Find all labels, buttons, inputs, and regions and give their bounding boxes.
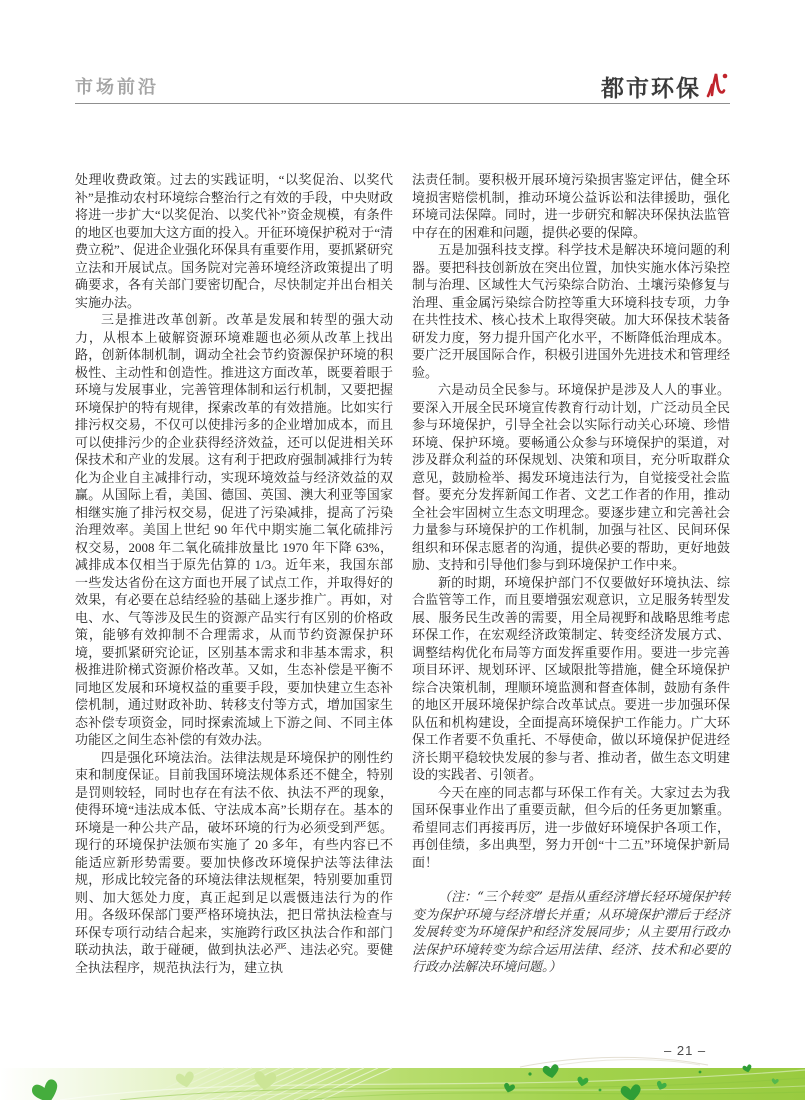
- brand-seal-icon: [704, 70, 730, 100]
- section-label: 市场前沿: [75, 77, 159, 97]
- paragraph: 新的时期，环境保护部门不仅要做好环境执法、综合监管等工作，而且要增强宏观意识，立足服务转型发展、服务民生改善的需要，用全局视野和战略思维考虑环保工作，在宏观经济政策制定、转变经济发展方式、调整结构优化布局等方面发挥重要作用。要进一步完善项目环评、规划环评、区域限批等措施，健全环境保护综合决策机制，理顺环境监测和督查体制，鼓励有条件的地区开展环境保护综合改革试点。要进一步加强环保队伍和机构建设，全面提高环境保护工作能力。广大环保工作者要不负重托、不辱使命，做以环境保护促进经济长期平稳较快发展的参与者、推动者，做生态文明建设的实践者、引领者。: [412, 574, 730, 782]
- paragraph: 三是推进改革创新。改革是发展和转型的强大动力，从根本上破解资源环境难题也必须从改革上找出路，创新体制机制，调动全社会节约资源保护环境的积极性、主动性和创造性。推进这方面改革，既要着眼于环境与发展事业，完善管理体制和运行机制，又要把握环境保护的特有规律，探索改革的有效措施。比如实行排污权交易，不仅可以使排污多的企业增加成本，而且可以使排污少的企业获得经济效益，还可以促进相关环保技术和产业的发展。这有利于把政府强制减排行为转化为企业自主减排行动，实现环境效益与经济效益的双赢。从国际上看，美国、德国、英国、澳大利亚等国家相继实施了排污权交易，促进了污染减排，提高了污染治理效率。美国上世纪 90 年代中期实施二氧化硫排污权交易，2008 年二氧化硫排放量比 1970 年下降 63%，减排成本仅相当于原先估算的 1/3。近年来，我国东部一些发达省份在这方面也开展了试点工作，并取得好的效果，有必要在总结经验的基础上逐步推广。再如，对电、水、气等涉及民生的资源产品实行有区别的价格政策，能够有效抑制不合理需求，从而节约资源保护环境，要抓紧研究论证，区别基本需求和非基本需求，积极推进阶梯式资源价格改革。又如，生态补偿是平衡不同地区发展和环境权益的重要手段，要加快建立生态补偿机制，通过财政补助、转移支付等方式，增加国家生态补偿专项资金，同时探索流域上下游之间、不同主体功能区之间生态补偿的有效办法。: [75, 312, 393, 747]
- page-header: [75, 68, 730, 102]
- brand-name: 都市环保: [601, 75, 701, 101]
- paragraph: 四是强化环境法治。法律法规是环境保护的刚性约束和制度保证。目前我国环境法规体系还不健全，特别是罚则较轻，同时也存在有法不依、执法不严的现象，使得环境“违法成本低、守法成本高”长期存在。基本的环境是一种公共产品，破坏环境的行为必须受到严惩。现行的环境保护法颁布实施了 20 多年，有些内容已不能适应新形势需要。要加快修改环境保护法等法律法规，形成比较完备的环境法律法规框架，特别要加重罚则、加大惩处力度，真正起到足以震慑违法行为的作用。各级环保部门要严格环境执法，把日常执法检查与环保专项行动结合起来，实施跨行政区执法合作和部门联动执法，敢于碰硬，做到执法必严、违法必究。要健全执法程序，规范执法行为，建立执: [75, 749, 393, 975]
- editors-note: （注：“三个转变” 是指从重经济增长轻环境保护转变为保护环境与经济增长并重；从环境保护滞后于经济发展转变为环境保护和经济发展同步；从主要用行政办法保护环境转变为综合运用法律、经济、技术和必要的行政办法解决环境问题。）: [412, 890, 730, 975]
- page-number: – 21 –: [664, 1043, 707, 1058]
- article-left-column: [75, 171, 393, 976]
- paragraph: 处理收费政策。过去的实践证明，“以奖促治、以奖代补”是推动农村环境综合整治行之有效的手段，中央财政将进一步扩大“以奖促治、以奖代补”资金规模，有条件的地区也要加大这方面的投入。开征环境保护税对于“清费立税”、促进企业强化环保具有重要作用，要抓紧研究立法和开展试点。国务院对完善环境经济政策提出了明确要求，各有关部门要密切配合，尽快制定并出台相关实施办法。: [75, 172, 393, 310]
- header-divider: [75, 103, 730, 104]
- brand-logo: [601, 70, 730, 102]
- paragraph: 今天在座的同志都与环保工作有关。大家过去为我国环保事业作出了重要贡献，但今后的任务更加繁重。希望同志们再接再厉，进一步做好环境保护各项工作，再创佳绩，多出典型，努力开创“十二五”环境保护新局面！: [412, 784, 730, 870]
- paragraph: 五是加强科技支撑。科学技术是解决环境问题的利器。要把科技创新放在突出位置，加快实施水体污染控制与治理、区域性大气污染综合防治、土壤污染修复与治理、重金属污染综合防控等重大环境科技专项，力争在共性技术、核心技术上取得突破。加大环保技术装备研发力度，努力提升国产化水平，不断降低治理成本。要广泛开展国际合作，积极引进国外先进技术和管理经验。: [412, 242, 730, 380]
- paragraph: 法责任制。要积极开展环境污染损害鉴定评估，健全环境损害赔偿机制，推动环境公益诉讼和法律援助，强化环境司法保障。同时，进一步研究和解决环保执法监管中存在的困难和问题，提供必要的保障。: [412, 172, 730, 240]
- paragraph: 六是动员全民参与。环境保护是涉及人人的事业。要深入开展全民环境宣传教育行动计划，广泛动员全民参与环境保护，引导全社会以实际行动关心环境、珍惜环境、保护环境。要畅通公众参与环境保护的渠道，对涉及群众利益的环保规划、决策和项目，充分听取群众意见，鼓励检举、揭发环境违法行为，自觉接受社会监督。要充分发挥新闻工作者、文艺工作者的作用，推动全社会牢固树立生态文明理念。要逐步建立和完善社会力量参与环境保护的工作机制，加强与社区、民间环保组织和环保志愿者的沟通，提供必要的帮助，更好地鼓励、支持和引导他们参与到环境保护工作中来。: [412, 382, 730, 572]
- footer-decoration: [0, 1052, 805, 1100]
- article-right-column: [412, 171, 730, 977]
- arc-lines-icon: [520, 1057, 708, 1067]
